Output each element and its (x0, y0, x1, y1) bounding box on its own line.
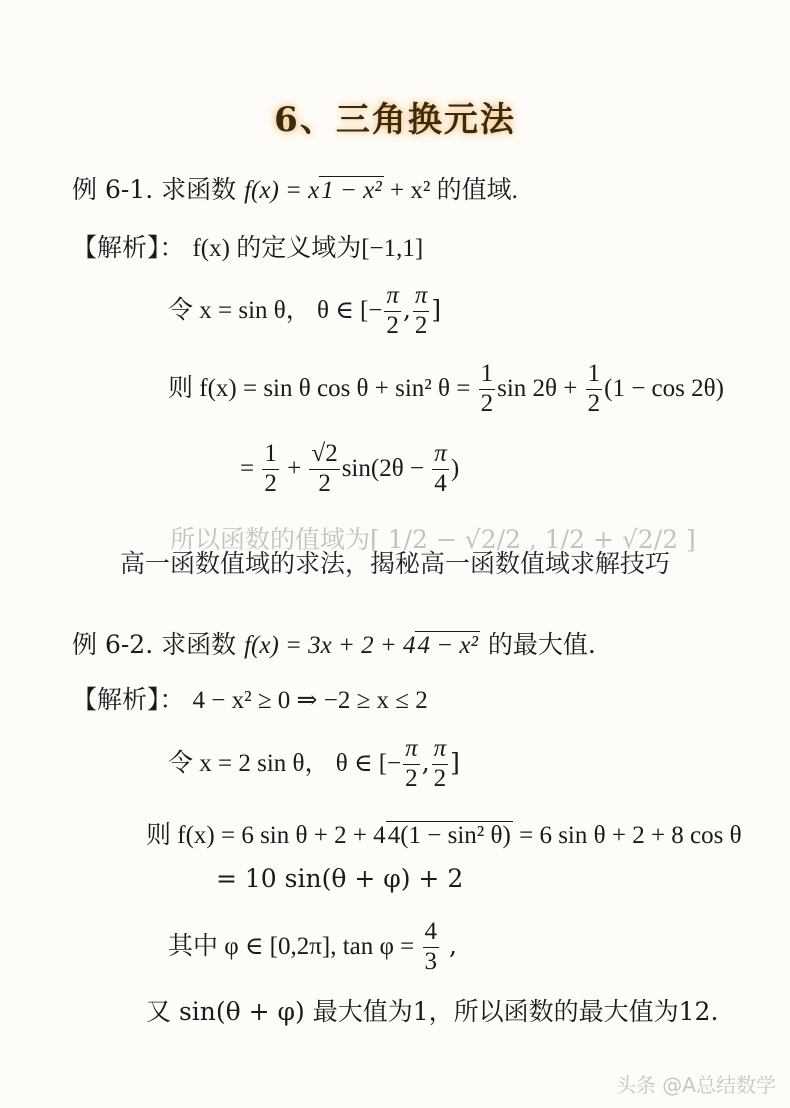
fraction-pi-4 (432, 440, 449, 499)
caption-overlay: 高一函数值域的求法，揭秘高一函数值域求解技巧 (119, 549, 670, 578)
denominator: 2 (405, 764, 418, 792)
fraction-pi-2 (384, 282, 401, 341)
denominator: 2 (433, 764, 447, 792)
function-tail: + x² 的值域. (383, 177, 518, 204)
numerator: π (403, 735, 420, 765)
derivation-1-result (240, 440, 459, 499)
derivation-text: 则 f(x) = sin θ cos θ + sin² θ = (168, 374, 477, 402)
derivation-2-result: = 10 sin(θ + φ) + 2 (216, 864, 464, 893)
comma: , (421, 747, 430, 777)
phi-text: 其中 φ ∈ [0,2π], tan φ = (168, 932, 421, 960)
function-expr: f(x) = 3x + 2 + 4 (244, 632, 416, 659)
solution-tag: 【解析】： (72, 685, 185, 714)
example-label: 例 6-1. (72, 175, 154, 204)
comma: , (441, 930, 457, 960)
derivation-text: 则 f(x) = 6 sin θ + 2 + 4 (146, 822, 386, 849)
bracket-close: ] (450, 747, 460, 777)
example-6-1 (72, 170, 518, 206)
numerator: π (432, 735, 449, 765)
sqrt-expr: 4 − x² (417, 632, 478, 659)
fraction-pi-2 (413, 282, 430, 341)
denominator: 2 (587, 389, 601, 417)
fraction-pi-2 (432, 735, 449, 794)
substitution-text: 令 x = sin θ， θ ∈ [− (168, 296, 383, 324)
sin-term: sin(2θ − (341, 454, 431, 482)
denominator: 3 (424, 947, 438, 975)
denominator: 2 (318, 469, 331, 497)
example-prompt: 求函数 (161, 630, 237, 659)
numerator: 1 (479, 360, 496, 390)
numerator: 1 (586, 360, 603, 390)
denominator: 2 (386, 311, 399, 339)
phi-definition (168, 918, 457, 977)
bracket-close: ] (431, 294, 442, 324)
sqrt-expr: 1 − x² (321, 177, 382, 204)
derivation-tail: = 6 sin θ + 2 + 8 cos θ (512, 822, 742, 849)
denominator: 4 (434, 469, 447, 497)
derivation-1 (168, 360, 724, 419)
denominator: 2 (480, 389, 494, 417)
constraint-text: 4 − x² ≥ 0 ⇒ −2 ≥ x ≤ 2 (192, 687, 428, 714)
section-title: 6、三角换元法 (274, 100, 516, 140)
function-tail: 的最大值. (479, 630, 596, 659)
final-conclusion: 又 sin(θ + φ) 最大值为1，所以函数的最大值为12. (146, 997, 719, 1026)
fraction-half (479, 360, 496, 419)
example-label: 例 6-2. (72, 630, 154, 659)
domain-text: f(x) 的定义域为[−1,1] (192, 235, 424, 262)
fraction-4-3 (423, 918, 440, 977)
substitution-2 (168, 735, 460, 794)
example-6-2 (72, 625, 596, 661)
substitution-1 (168, 282, 441, 341)
numerator: 1 (262, 440, 279, 470)
solution-2-constraint (72, 680, 428, 716)
substitution-text: 令 x = 2 sin θ， θ ∈ [− (168, 749, 402, 777)
fraction-pi-2 (403, 735, 420, 794)
numerator: 4 (423, 918, 440, 948)
numerator: √2 (309, 440, 339, 470)
numerator: π (384, 282, 401, 312)
function-expr: f(x) = x (244, 177, 320, 204)
equals: = (240, 454, 261, 482)
numerator: π (413, 282, 430, 312)
derivation-2 (146, 815, 742, 851)
derivation-sin: sin 2θ + (497, 374, 584, 402)
denominator: 2 (414, 311, 428, 339)
fraction-sqrt2-2 (309, 440, 339, 499)
fraction-half (586, 360, 603, 419)
plus: + (280, 454, 308, 482)
denominator: 2 (264, 469, 277, 497)
solution-tag: 【解析】： (72, 233, 185, 262)
paren-close: ) (450, 454, 460, 482)
faded-range-line: 所以函数的值域为[ 1/2 − √2/2 , 1/2 + √2/2 ] (170, 525, 696, 554)
derivation-tail: (1 − cos 2θ) (604, 374, 724, 402)
numerator: π (432, 440, 449, 470)
watermark: 头条 @A总结数学 (615, 1073, 776, 1097)
solution-1-domain (72, 228, 423, 264)
sqrt-expr: 4(1 − sin² θ) (387, 822, 511, 849)
fraction-half (262, 440, 279, 499)
comma: , (402, 294, 411, 324)
example-prompt: 求函数 (161, 175, 237, 204)
